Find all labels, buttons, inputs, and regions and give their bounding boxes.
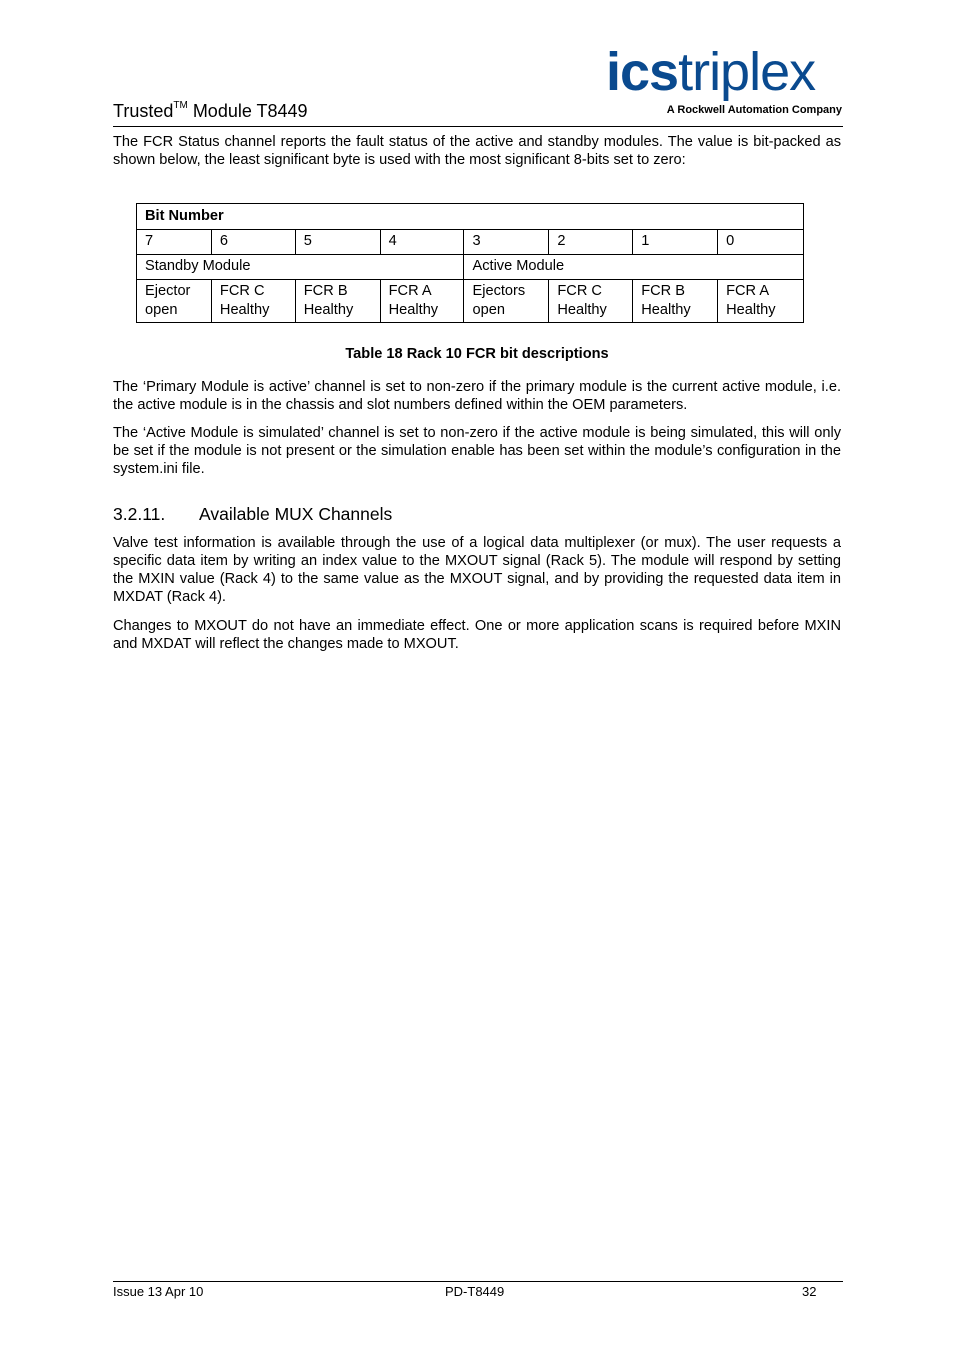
table-caption: Table 18 Rack 10 FCR bit descriptions [345, 346, 609, 362]
logo-wordmark [606, 43, 815, 101]
description-cell: FCR B Healthy [633, 280, 718, 323]
logo-ics: ics [606, 42, 679, 102]
footer-page-number: 32 [802, 1284, 817, 1299]
logo-tagline [667, 104, 842, 116]
description-cell: Ejectors open [464, 280, 549, 323]
header-divider [113, 126, 843, 127]
logo-tagline-text: A Rockwell Automation [666, 104, 789, 116]
simulated-module-paragraph: The ‘Active Module is simulated’ channel is set to non-zero if the active module is being simulated, this will only be set if the module is not present or the simulation enable has been set within the module’s configuration in the system.ini file. [113, 425, 841, 477]
description-cell: Ejector open [137, 280, 212, 323]
company-logo [606, 43, 842, 119]
table-header-bit-number: Bit Number [137, 204, 804, 230]
footer-issue: Issue 13 Apr 10 [113, 1284, 204, 1299]
description-cell: FCR C Healthy [211, 280, 295, 323]
description-cell: FCR B Healthy [295, 280, 380, 323]
intro-paragraph: The FCR Status channel reports the fault status of the active and standby modules. The value is bit-packed as shown below, the least significant byte is used with the most significant 8-bits set to zero: [113, 134, 841, 168]
logo-company-text: Company [791, 104, 842, 116]
footer-divider [113, 1281, 843, 1282]
standby-module-cell: Standby Module [137, 255, 464, 280]
module-group-row [137, 255, 804, 280]
bit-description-row [137, 280, 804, 323]
bit-cell: 5 [295, 230, 380, 255]
trademark-superscript: TM [173, 100, 188, 111]
description-cell: FCR A Healthy [380, 280, 464, 323]
bit-cell: 4 [380, 230, 464, 255]
bit-number-row [137, 230, 804, 255]
footer-doc-id: PD-T8449 [445, 1284, 505, 1299]
page-header-title [113, 100, 308, 122]
bit-cell: 2 [549, 230, 633, 255]
active-module-cell: Active Module [464, 255, 804, 280]
bit-cell: 1 [633, 230, 718, 255]
mux-paragraph-1: Valve test information is available through the use of a logical data multiplexer (or mux). The user requests a specific data item by writing an index value to the MXOUT signal (Rack 5). The module will respond by setting the MXIN value (Rack 4) to the same value as the MXOUT signal, and by providing the requested data item in MXDAT (Rack 4). [113, 535, 841, 605]
bit-cell: 6 [211, 230, 295, 255]
section-number: 3.2.11. [113, 504, 166, 524]
mux-paragraph-2: Changes to MXOUT do not have an immediate effect. One or more application scans is required before MXIN and MXDAT will reflect the changes made to MXOUT. [113, 618, 841, 652]
bit-cell: 3 [464, 230, 549, 255]
description-cell: FCR A Healthy [718, 280, 804, 323]
header-title-suffix: Module T8449 [187, 101, 308, 121]
logo-triplex: triplex [678, 42, 816, 102]
section-title: Available MUX Channels [199, 504, 393, 524]
description-cell: FCR C Healthy [549, 280, 633, 323]
bit-cell: 0 [718, 230, 804, 255]
fcr-bit-table [136, 203, 804, 323]
section-heading [113, 503, 392, 525]
header-title-prefix: Trusted [113, 101, 174, 121]
primary-module-paragraph: The ‘Primary Module is active’ channel is set to non-zero if the primary module is the current active module, i.e. the active module is in the chassis and slot numbers defined within the OEM parameters. [113, 379, 841, 413]
bit-cell: 7 [137, 230, 212, 255]
